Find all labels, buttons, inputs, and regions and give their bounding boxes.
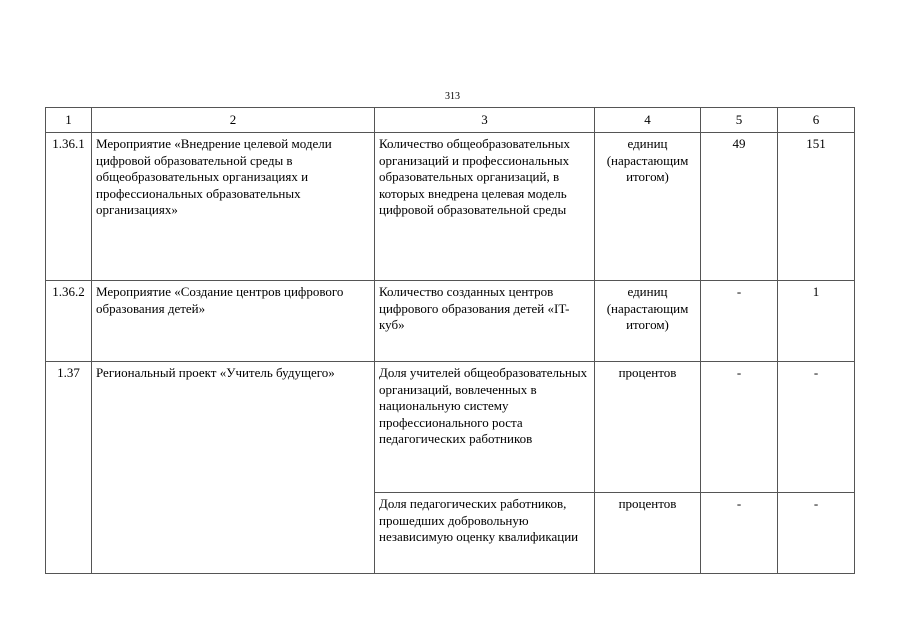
indicator-name: Доля педагогических работников, прошедших добровольную независимую оценку квалификации <box>375 493 595 574</box>
header-cell-5: 5 <box>701 108 778 133</box>
unit-of-measure: процентов <box>595 362 701 493</box>
page-number: 313 <box>445 91 460 102</box>
unit-of-measure: единиц (нарастающим итогом) <box>595 281 701 362</box>
table-row <box>46 133 855 281</box>
header-cell-2: 2 <box>92 108 375 133</box>
value-col-6: 1 <box>778 281 855 362</box>
header-cell-1: 1 <box>46 108 92 133</box>
value-col-5: 49 <box>701 133 778 281</box>
value-col-5: - <box>701 362 778 493</box>
unit-of-measure: единиц (нарастающим итогом) <box>595 133 701 281</box>
indicators-table <box>45 107 855 574</box>
table-row <box>46 362 855 493</box>
value-col-5: - <box>701 281 778 362</box>
row-number: 1.36.2 <box>46 281 92 362</box>
project-name: Региональный проект «Учитель будущего» <box>92 362 375 574</box>
indicator-name: Количество общеобразовательных организаций и профессиональных образовательных организаций, в которых внедрена целевая модель цифровой образовательной среды <box>375 133 595 281</box>
header-cell-6: 6 <box>778 108 855 133</box>
header-cell-3: 3 <box>375 108 595 133</box>
indicator-name: Доля учителей общеобразовательных организаций, вовлеченных в национальную систему профессионального роста педагогических работников <box>375 362 595 493</box>
row-number: 1.36.1 <box>46 133 92 281</box>
event-name: Мероприятие «Внедрение целевой модели цифровой образовательной среды в общеобразовательных организациях и профессиональных образовательных организациях» <box>92 133 375 281</box>
unit-of-measure: процентов <box>595 493 701 574</box>
value-col-5: - <box>701 493 778 574</box>
value-col-6: - <box>778 362 855 493</box>
indicator-name: Количество созданных центров цифрового образования детей «IT-куб» <box>375 281 595 362</box>
value-col-6: 151 <box>778 133 855 281</box>
value-col-6: - <box>778 493 855 574</box>
header-cell-4: 4 <box>595 108 701 133</box>
row-number: 1.37 <box>46 362 92 574</box>
event-name: Мероприятие «Создание центров цифрового образования детей» <box>92 281 375 362</box>
table-header-row <box>46 108 855 133</box>
table-row <box>46 281 855 362</box>
